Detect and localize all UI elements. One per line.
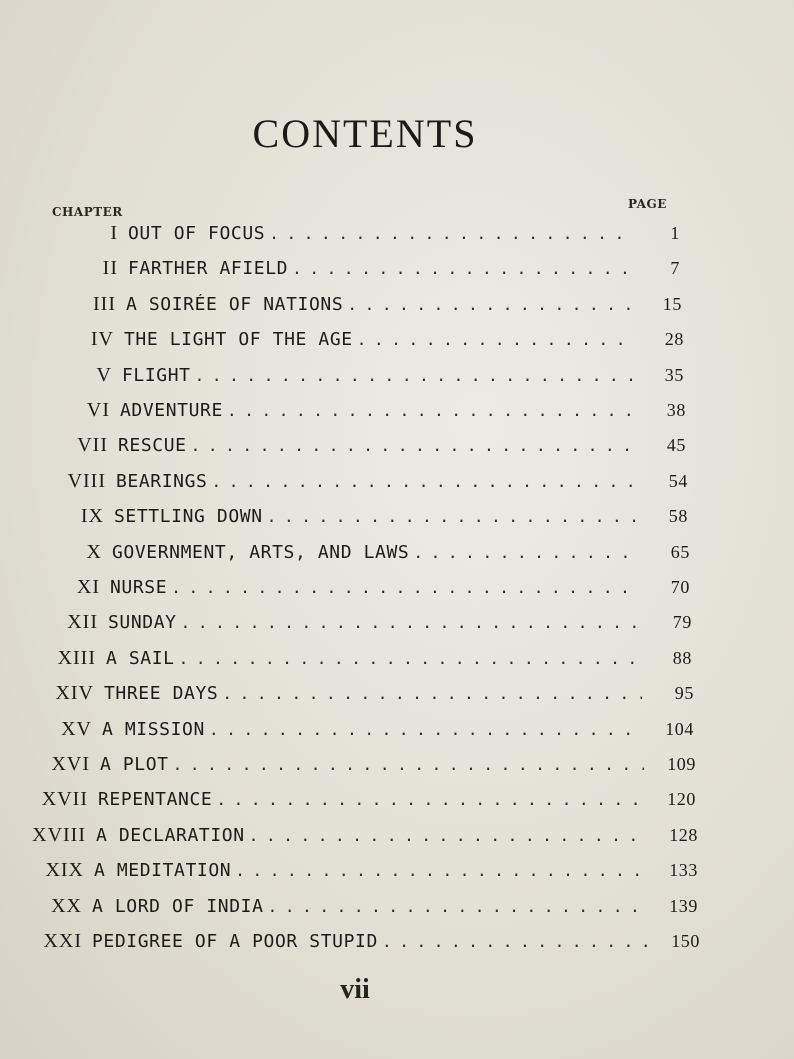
chapter-title-with-leader [94, 860, 646, 881]
toc-row [24, 682, 694, 708]
toc-row [28, 611, 692, 637]
chapter-number: III [93, 292, 116, 315]
chapter-title-with-leader [92, 931, 648, 952]
page-number: 109 [667, 754, 696, 774]
toc-row [40, 399, 686, 425]
chapter-title-with-leader [128, 258, 628, 279]
chapter-number: VIII [67, 469, 106, 492]
chapter-title: A SOIRÉE OF NATIONS [126, 293, 344, 315]
chapter-title-with-leader [126, 294, 630, 315]
chapter-number: XII [67, 611, 98, 634]
toc-row [48, 257, 680, 283]
toc-row [12, 930, 700, 956]
toc-row [36, 470, 688, 496]
toc-row [20, 753, 696, 779]
chapter-title: ADVENTURE [120, 400, 223, 421]
page-number: 38 [666, 400, 686, 420]
chapter-title: FARTHER AFIELD [128, 258, 289, 280]
page-number: 88 [672, 647, 692, 668]
page-number: 45 [666, 435, 686, 456]
page-number: 65 [670, 541, 690, 562]
chapter-title-with-leader [96, 825, 646, 846]
chapter-title: BEARINGS [116, 470, 208, 492]
chapter-title-with-leader [106, 648, 640, 669]
chapter-number: XVI [51, 753, 90, 775]
toc-row [44, 328, 684, 354]
chapter-title-with-leader [116, 471, 636, 492]
page-number: 79 [672, 612, 692, 633]
chapter-title-with-leader [110, 577, 638, 598]
chapter-number: XIX [45, 859, 84, 882]
chapter-title: PEDIGREE OF A POOR STUPID [92, 931, 378, 952]
page-number: 128 [669, 824, 698, 845]
chapter-title: NURSE [110, 577, 168, 598]
toc-row [14, 859, 698, 885]
chapter-title: A DECLARATION [96, 824, 245, 846]
chapter-number: XIV [55, 682, 94, 705]
page-number: 54 [668, 470, 688, 491]
chapter-title: GOVERNMENT, ARTS, AND LAWS [112, 541, 410, 563]
chapter-number: X [86, 540, 102, 563]
toc-row [22, 718, 694, 744]
chapter-number: IX [80, 505, 104, 528]
chapter-column-header: CHAPTER [52, 205, 123, 219]
page-number: 15 [662, 293, 682, 314]
page-number: 139 [669, 895, 698, 916]
toc-row [38, 434, 686, 460]
page-number: 104 [665, 718, 694, 739]
chapter-title-with-leader [120, 400, 634, 421]
chapter-title-with-leader [124, 329, 632, 350]
page-number: 133 [669, 860, 698, 881]
toc-row [46, 293, 682, 319]
toc-row [18, 788, 696, 814]
chapter-title: RESCUE [118, 435, 187, 457]
page-column-header: PAGE [628, 197, 667, 211]
chapter-number: XV [61, 717, 92, 740]
page-number: 70 [670, 577, 690, 597]
chapter-number: I [110, 222, 118, 244]
chapter-title: A LORD OF INDIA [92, 895, 264, 917]
chapter-title: A MISSION [102, 718, 205, 740]
toc-row [48, 222, 680, 248]
page-number: 150 [671, 931, 700, 951]
page-folio: vii [340, 974, 370, 1005]
chapter-title-with-leader [98, 789, 644, 810]
chapter-title-with-leader [92, 896, 646, 917]
chapter-number: XIII [57, 646, 96, 669]
page-number: 28 [664, 329, 684, 350]
chapter-title: A SAIL [106, 647, 175, 669]
toc-row [30, 576, 690, 602]
chapter-number: XVIII [32, 823, 86, 846]
toc-row [12, 895, 698, 921]
chapter-number: XXI [43, 930, 82, 952]
chapter-number: V [96, 363, 112, 386]
page-number: 1 [670, 223, 680, 243]
page-number: 35 [664, 364, 684, 385]
chapter-number: XVII [41, 788, 88, 811]
chapter-title: REPENTANCE [98, 789, 213, 811]
page-number: 7 [670, 258, 680, 279]
toc-row [42, 364, 684, 390]
chapter-title-with-leader [102, 719, 642, 740]
page-number: 120 [667, 789, 696, 810]
chapter-number: XI [76, 576, 100, 598]
chapter-number: VI [86, 399, 110, 421]
page-number: 58 [668, 506, 688, 527]
chapter-title-with-leader [112, 542, 638, 563]
chapter-title: FLIGHT [122, 364, 191, 386]
chapter-title: SUNDAY [108, 612, 177, 634]
toc-row [16, 824, 698, 850]
chapter-number: II [102, 257, 118, 280]
page-number: 95 [674, 683, 694, 704]
chapter-number: IV [90, 328, 114, 351]
chapter-number: VII [77, 434, 108, 457]
toc-row [34, 505, 688, 531]
chapter-title-with-leader [114, 506, 636, 527]
chapter-title-with-leader [100, 754, 644, 775]
chapter-title-with-leader [118, 435, 634, 456]
chapter-title: OUT OF FOCUS [128, 223, 266, 244]
toc-row [26, 647, 692, 673]
chapter-title: THE LIGHT OF THE AGE [124, 329, 353, 351]
chapter-title-with-leader [122, 365, 632, 386]
chapter-number: XX [51, 894, 82, 917]
chapter-title-with-leader [108, 612, 640, 633]
chapter-title-with-leader [104, 683, 642, 704]
chapter-title-with-leader [128, 223, 628, 244]
page-title: CONTENTS [252, 111, 478, 156]
chapter-title: A MEDITATION [94, 860, 232, 882]
toc-row [32, 541, 690, 567]
chapter-title: THREE DAYS [104, 683, 219, 705]
chapter-title: SETTLING DOWN [114, 506, 263, 528]
chapter-title: A PLOT [100, 754, 169, 775]
